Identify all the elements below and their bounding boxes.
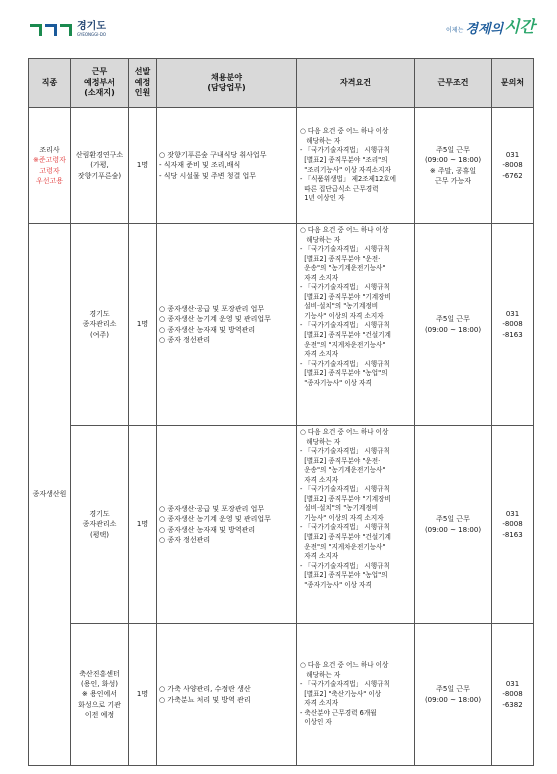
conditions-cell: 주5일 근무 (09:00 ~ 18:00): [415, 426, 492, 624]
dept-cell: 경기도 종자관리소 (여주): [71, 224, 129, 426]
duty-item: ○ 가축분뇨 처리 및 방역 관리: [159, 695, 251, 704]
duty-item: ○ 종자생산 농기계 운영 및 관리업무: [159, 515, 271, 524]
conditions-cell: 주5일 근무 (09:00 ~ 18:00) ※ 주말, 공휴일 근무 가능자: [415, 108, 492, 224]
dept-cell: 축산진흥센터 (용인, 화성) ※ 용인에서 화성으로 기관 이전 예정: [71, 624, 129, 766]
table-row: [29, 624, 534, 766]
job-title: 조리사: [39, 146, 60, 155]
recruitment-table: [28, 58, 534, 766]
duty-item: ○ 종자 정선관리: [159, 535, 211, 544]
logo-subtitle: GYEONGGI-DO: [77, 32, 107, 37]
requirements-cell: ○ 다음 요건 중 어느 하나 이상 해당하는 자 - 「국가기술자격법」 시행규칙 [별표2] 종직무분야 "조리"의 "조리기능사" 이상 자격소지자 - 「식품위생법」 제2조제12호에 따른 집단급식소 근무경력 1년 이상인 자: [297, 108, 415, 224]
logo-mark-icon: [30, 24, 72, 36]
duty-item: ○ 종자생산·공급 및 포장관리 업무: [159, 505, 265, 514]
requirements-cell: ○ 다음 요건 중 어느 하나 이상 해당하는 자 - 「국가기술자격법」 시행규칙 [별표2] "축산기능사" 이상 자격 소지자 - 축산분야 근무경력 6개월 이상인 자: [297, 624, 415, 766]
slogan-mid: 경제의: [465, 22, 504, 37]
job-cell: [29, 108, 71, 224]
duties-cell: [157, 426, 297, 624]
header-field: 채용분야 (담당업무): [157, 59, 297, 108]
count-cell: 1명: [129, 426, 157, 624]
duty-item: ○ 종자생산 농자재 및 방역관리: [159, 525, 256, 534]
duties-cell: [157, 108, 297, 224]
duty-item: ○ 가축 사양관리, 수정란 생산: [159, 685, 251, 694]
header-contact: 문의처: [492, 59, 534, 108]
header-req: 자격요건: [297, 59, 415, 108]
dept-cell: 경기도 종자관리소 (평택): [71, 426, 129, 624]
duty-item: ○ 종자 정선관리: [159, 335, 211, 344]
contact-cell: 031 -8008 -8163: [492, 224, 534, 426]
contact-cell: 031 -8008 -6382: [492, 624, 534, 766]
table-row: [29, 108, 534, 224]
contact-cell: 031 -8008 -6762: [492, 108, 534, 224]
page-header: [0, 0, 557, 58]
header-job: 직종: [29, 59, 71, 108]
duty-item: ○ 종자생산 농기계 운영 및 관리업무: [159, 315, 271, 324]
slogan-big: 시간: [504, 17, 535, 36]
slogan: [446, 14, 535, 37]
conditions-cell: 주5일 근무 (09:00 ~ 18:00): [415, 224, 492, 426]
table-header-row: [29, 59, 534, 108]
table-row: [29, 426, 534, 624]
duty-item: ○ 종자생산·공급 및 포장관리 업무: [159, 305, 265, 314]
conditions-cell: 주5일 근무 (09:00 ~ 18:00): [415, 624, 492, 766]
duty-item: - 식자재 준비 및 조리,배식: [159, 161, 241, 170]
count-cell: 1명: [129, 108, 157, 224]
table-row: [29, 224, 534, 426]
requirements-cell: ○ 다음 요건 중 어느 하나 이상 해당하는 자 - 「국가기술자격법」 시행규칙 [별표2] 종직무분야 "운전· 운송"의 "농기계운전기능사" 자격 소지자 - 「국가기술자격법」 시행규칙 [별표2] 종직무분야 "기계장비 설비·설치"의 "농기계정비 기능사" 이상의 자격 소지자 - 「국가기술자격법」 시행규칙 [별표2] 종직무분야 "건설기계 운전"의 "지게차운전기능사" 자격 소지자 - 「국가기술자격법」 시행규칙 [별표2] 종직무분야 "농업"의 "종자기능사" 이상 자격: [297, 426, 415, 624]
dept-cell: 산림환경연구소 (가평, 잣향기푸른숲): [71, 108, 129, 224]
logo-name: 경기도: [77, 21, 106, 32]
requirements-cell: ○ 다음 요건 중 어느 하나 이상 해당하는 자 - 「국가기술자격법」 시행규칙 [별표2] 종직무분야 "운전· 운송"의 "농기계운전기능사" 자격 소지자 - 「국가기술자격법」 시행규칙 [별표2] 종직무분야 "기계장비 설비·설치"의 "농기계정비 기능사" 이상의 자격 소지자 - 「국가기술자격법」 시행규칙 [별표2] 종직무분야 "건설기계 운전"의 "지게차운전기능사" 자격 소지자 - 「국가기술자격법」 시행규칙 [별표2] 종직무분야 "농업"의 "종자기능사" 이상 자격: [297, 224, 415, 426]
slogan-prefix: 이제는: [446, 27, 464, 34]
duty-item: ○ 잣향기푸른숲 구내식당 취사업무: [159, 151, 267, 160]
duty-item: - 식당 시설물 및 주변 청결 업무: [159, 171, 257, 180]
header-cond: 근무조건: [415, 59, 492, 108]
header-count: 선발 예정 인원: [129, 59, 157, 108]
count-cell: 1명: [129, 624, 157, 766]
duties-cell: [157, 224, 297, 426]
duties-cell: [157, 624, 297, 766]
job-cell: 종자생산원: [29, 224, 71, 766]
count-cell: 1명: [129, 224, 157, 426]
gyeonggi-logo: [30, 22, 106, 37]
duty-item: ○ 종자생산 농자재 및 방역관리: [159, 325, 256, 334]
header-dept: 근무 예정부서 (소재지): [71, 59, 129, 108]
contact-cell: 031 -8008 -8163: [492, 426, 534, 624]
job-note: ※준고령자 고령자 우선고용: [33, 156, 66, 185]
